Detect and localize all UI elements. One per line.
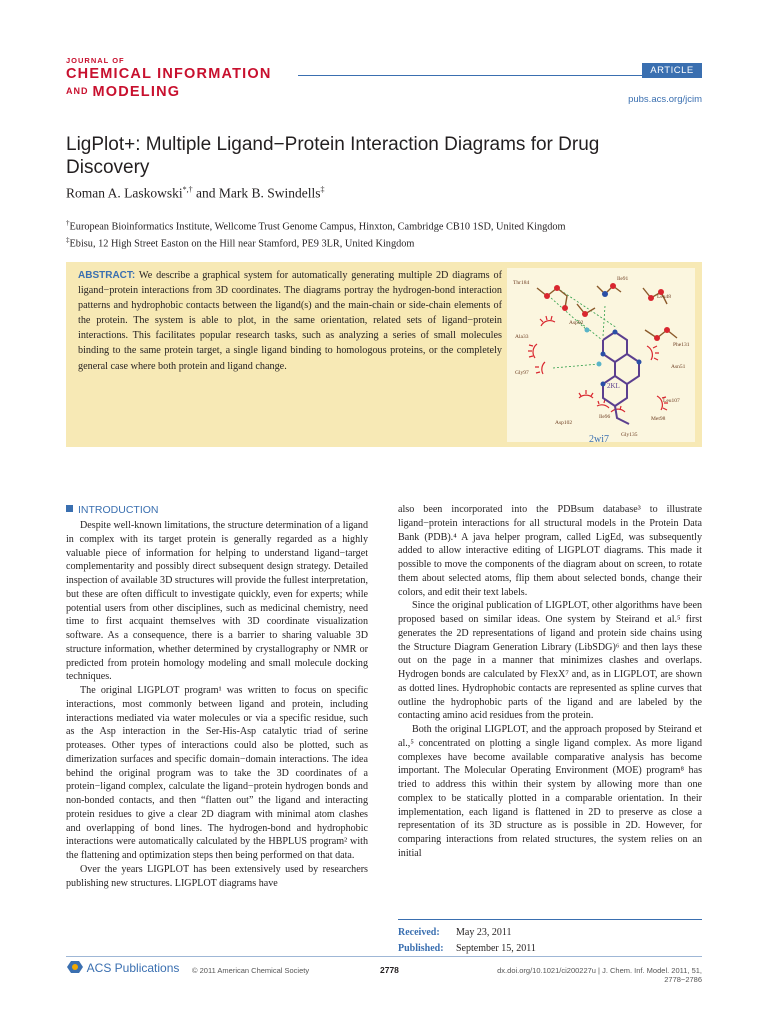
- footer-rule: [66, 956, 702, 957]
- paragraph: also been incorporated into the PDBsum database³ to illustrate ligand−protein interactions for all structural models in the Protein Data Bank (PDB).⁴ A java helper program, called LigEd, was subsequently added to allow interactive editing of LIGPLOT diagrams. This made it possible to move the components of the diagram about on screen, to rotate them about selected atoms, flip them about selected bonds, change their colors, and edit their text labels.: [398, 504, 702, 598]
- header-rule: [298, 75, 642, 76]
- paragraph: Over the years LIGPLOT has been extensively used by researchers publishing new structures. LIGPLOT diagrams have: [66, 863, 368, 889]
- residue-labels: [513, 276, 690, 442]
- affiliation: [66, 219, 566, 232]
- paragraph: Both the original LIGPLOT, and the approach proposed by Steirand et al.,⁵ concentrated on plotting a single ligand complex. As more ligand complexes have become available comparative analysis has become important. The Molecular Operating Environment (MOE) program⁸ has tried to address this within their system by allowing more than one complex to be statically plotted in a comparable orientation. In their implementation, each ligand is flattened in 2D to preserve as close a representation of its 3D structure as is possible in 2D. However, for comparing interactions from related structures, the system relies on an initial: [398, 724, 702, 859]
- residue-label: Gly97: [515, 370, 529, 376]
- page-number: 2778: [380, 965, 399, 975]
- residue-label: Asp102: [555, 420, 573, 426]
- right-column: [398, 503, 702, 861]
- residue-label: Ala33: [515, 334, 529, 340]
- residue-label: Leu107: [663, 398, 680, 404]
- publication-dates: [398, 919, 702, 956]
- left-column: [66, 519, 368, 890]
- author-marks: *,†: [182, 185, 193, 194]
- published-date: [398, 941, 702, 957]
- acs-logo[interactable]: [66, 960, 179, 975]
- residue-label: Gly135: [621, 432, 638, 438]
- pdb-code-label: 2wi7: [589, 434, 609, 442]
- received-label: Received:: [398, 927, 440, 938]
- affiliation-mark: †: [66, 219, 70, 227]
- journal-name-and: AND: [66, 86, 89, 96]
- residue-label: Ile91: [617, 276, 629, 282]
- affiliation-text: European Bioinformatics Institute, Wellcome Trust Genome Campus, Hinxton, Cambridge CB10 1SD, United Kingdom: [69, 221, 566, 233]
- article-title: LigPlot+: Multiple Ligand−Protein Interaction Diagrams for Drug Discovery: [66, 134, 600, 178]
- square-bullet-icon: [66, 505, 73, 512]
- toc-graphic: [507, 268, 695, 442]
- journal-name-small: JOURNAL OF: [66, 56, 125, 65]
- acs-hexagon-icon: [66, 960, 84, 974]
- published-value: September 15, 2011: [456, 942, 536, 954]
- section-heading-text: INTRODUCTION: [78, 504, 159, 516]
- publisher-name: ACS Publications: [86, 961, 180, 975]
- article-type-badge: ARTICLE: [642, 63, 702, 78]
- received-value: May 23, 2011: [456, 927, 512, 938]
- affiliation-text: Ebisu, 12 High Street Easton on the Hill near Stamford, PE9 3LR, United Kingdom: [69, 238, 415, 250]
- residue-label: Thr184: [513, 280, 530, 286]
- paragraph: Since the original publication of LIGPLOT, other algorithms have been proposed based on similar ideas. One system by Steirand et al.⁵ first generates the 2D representations of ligand and protein side chains using the Structure Diagram Generation Library (LibSDG)⁶ and then lays these out on the page in a manner that minimizes clashes and overlaps. Hydrogen bonds are calculated by FlexX⁷ and, as in LIGPLOT, are shown as dotted lines. Hydrophobic contacts are represented as spline curves that outline the hydrophobic parts of the ligand and are labeled by the contacting amino acid residues from the protein.: [398, 600, 702, 722]
- residue-label: Met98: [651, 416, 666, 422]
- residue-label: Asp92: [569, 320, 584, 326]
- residue-label: Leu48: [657, 294, 672, 300]
- residue-label: Ile96: [599, 414, 611, 420]
- copyright: © 2011 American Chemical Society: [192, 966, 310, 975]
- author-name[interactable]: Roman A. Laskowski: [66, 185, 183, 201]
- residue-label: Phe131: [673, 342, 690, 348]
- journal-name-modeling: MODELING: [92, 84, 181, 100]
- abstract: [78, 268, 502, 374]
- residue-label: Asn51: [671, 364, 686, 370]
- journal-name-line2: [66, 84, 180, 100]
- ligplot-diagram: [507, 268, 695, 442]
- published-label: Published:: [398, 942, 444, 954]
- received-date: [398, 925, 702, 941]
- journal-url-link[interactable]: pubs.acs.org/jcim: [628, 94, 702, 105]
- author-conjunction: and: [192, 185, 219, 201]
- affiliation: [66, 236, 414, 249]
- ligand-label: 2KL: [607, 382, 620, 390]
- paragraph: The original LIGPLOT program¹ was written to focus on specific interactions, most commonly between ligand and protein, including interactions mediated via water molecules or via a specific residue, such as the Asp interaction in the Ser-His-Asp catalytic triad of serine proteases. Other types of interactions could also be plotted, such as dimerization surfaces and specific domain−domain interactions. The idea behind the original program was to take the 3D coordinates of a protein−ligand complex, calculate the ligand−protein hydrogen bonds and non-bonded contacts, and then “flatten out” the ligand and interacting protein residues to give a clear 2D diagram with minimal atom clashes and overlapping of bond lines. The hydrogen-bond and hydrophobic interactions were automatically calculated by the HBPLUS program² with the flattening and optimization steps then being performed on that data.: [66, 685, 368, 861]
- author-marks: ‡: [320, 185, 325, 194]
- abstract-label: ABSTRACT:: [78, 270, 136, 281]
- paragraph: Despite well-known limitations, the structure determination of a ligand in complex with its target protein is generally regarded as a highly valuable piece of information for helping to understand ligand−target complementarity and possibly direct subsequent design strategy. Detailed inspection of available 3D structures will provide the fullest interpretation, but these are often difficult to investigate quickly, even for experts; while potential users from other disciplines, such as medicinal chemistry, need time to first acquaint themselves with 3D coordinate visualization software. As a consequence, there is a barrier to sharing valuable 3D structure information, whether determined by crystallography or NMR or predicted from protein homology modeling and small molecule docking techniques.: [66, 520, 368, 683]
- affiliation-mark: ‡: [66, 236, 70, 244]
- journal-name-line1: CHEMICAL INFORMATION: [66, 66, 272, 82]
- author-name[interactable]: Mark B. Swindells: [218, 185, 321, 201]
- section-heading: [66, 504, 159, 516]
- abstract-text: We describe a graphical system for automatically generating multiple 2D diagrams of ligand−protein interactions from 3D coordinates. The diagrams portray the hydrogen-bond interaction patterns and hydrophobic contacts between the ligand(s) and the main-chain or side-chain elements of the protein. The system is able to plot, in the same orientation, related sets of ligand−protein interactions. This facilitates popular research tasks, such as analyzing a series of small molecules binding to the same protein target, a single ligand binding to homologous proteins, or the completely general case where both protein and ligand change.: [78, 270, 502, 372]
- author-list: [66, 185, 325, 202]
- doi-citation[interactable]: dx.doi.org/10.1021/ci200227u | J. Chem. Inf. Model. 2011, 51, 2778−2786: [497, 966, 702, 984]
